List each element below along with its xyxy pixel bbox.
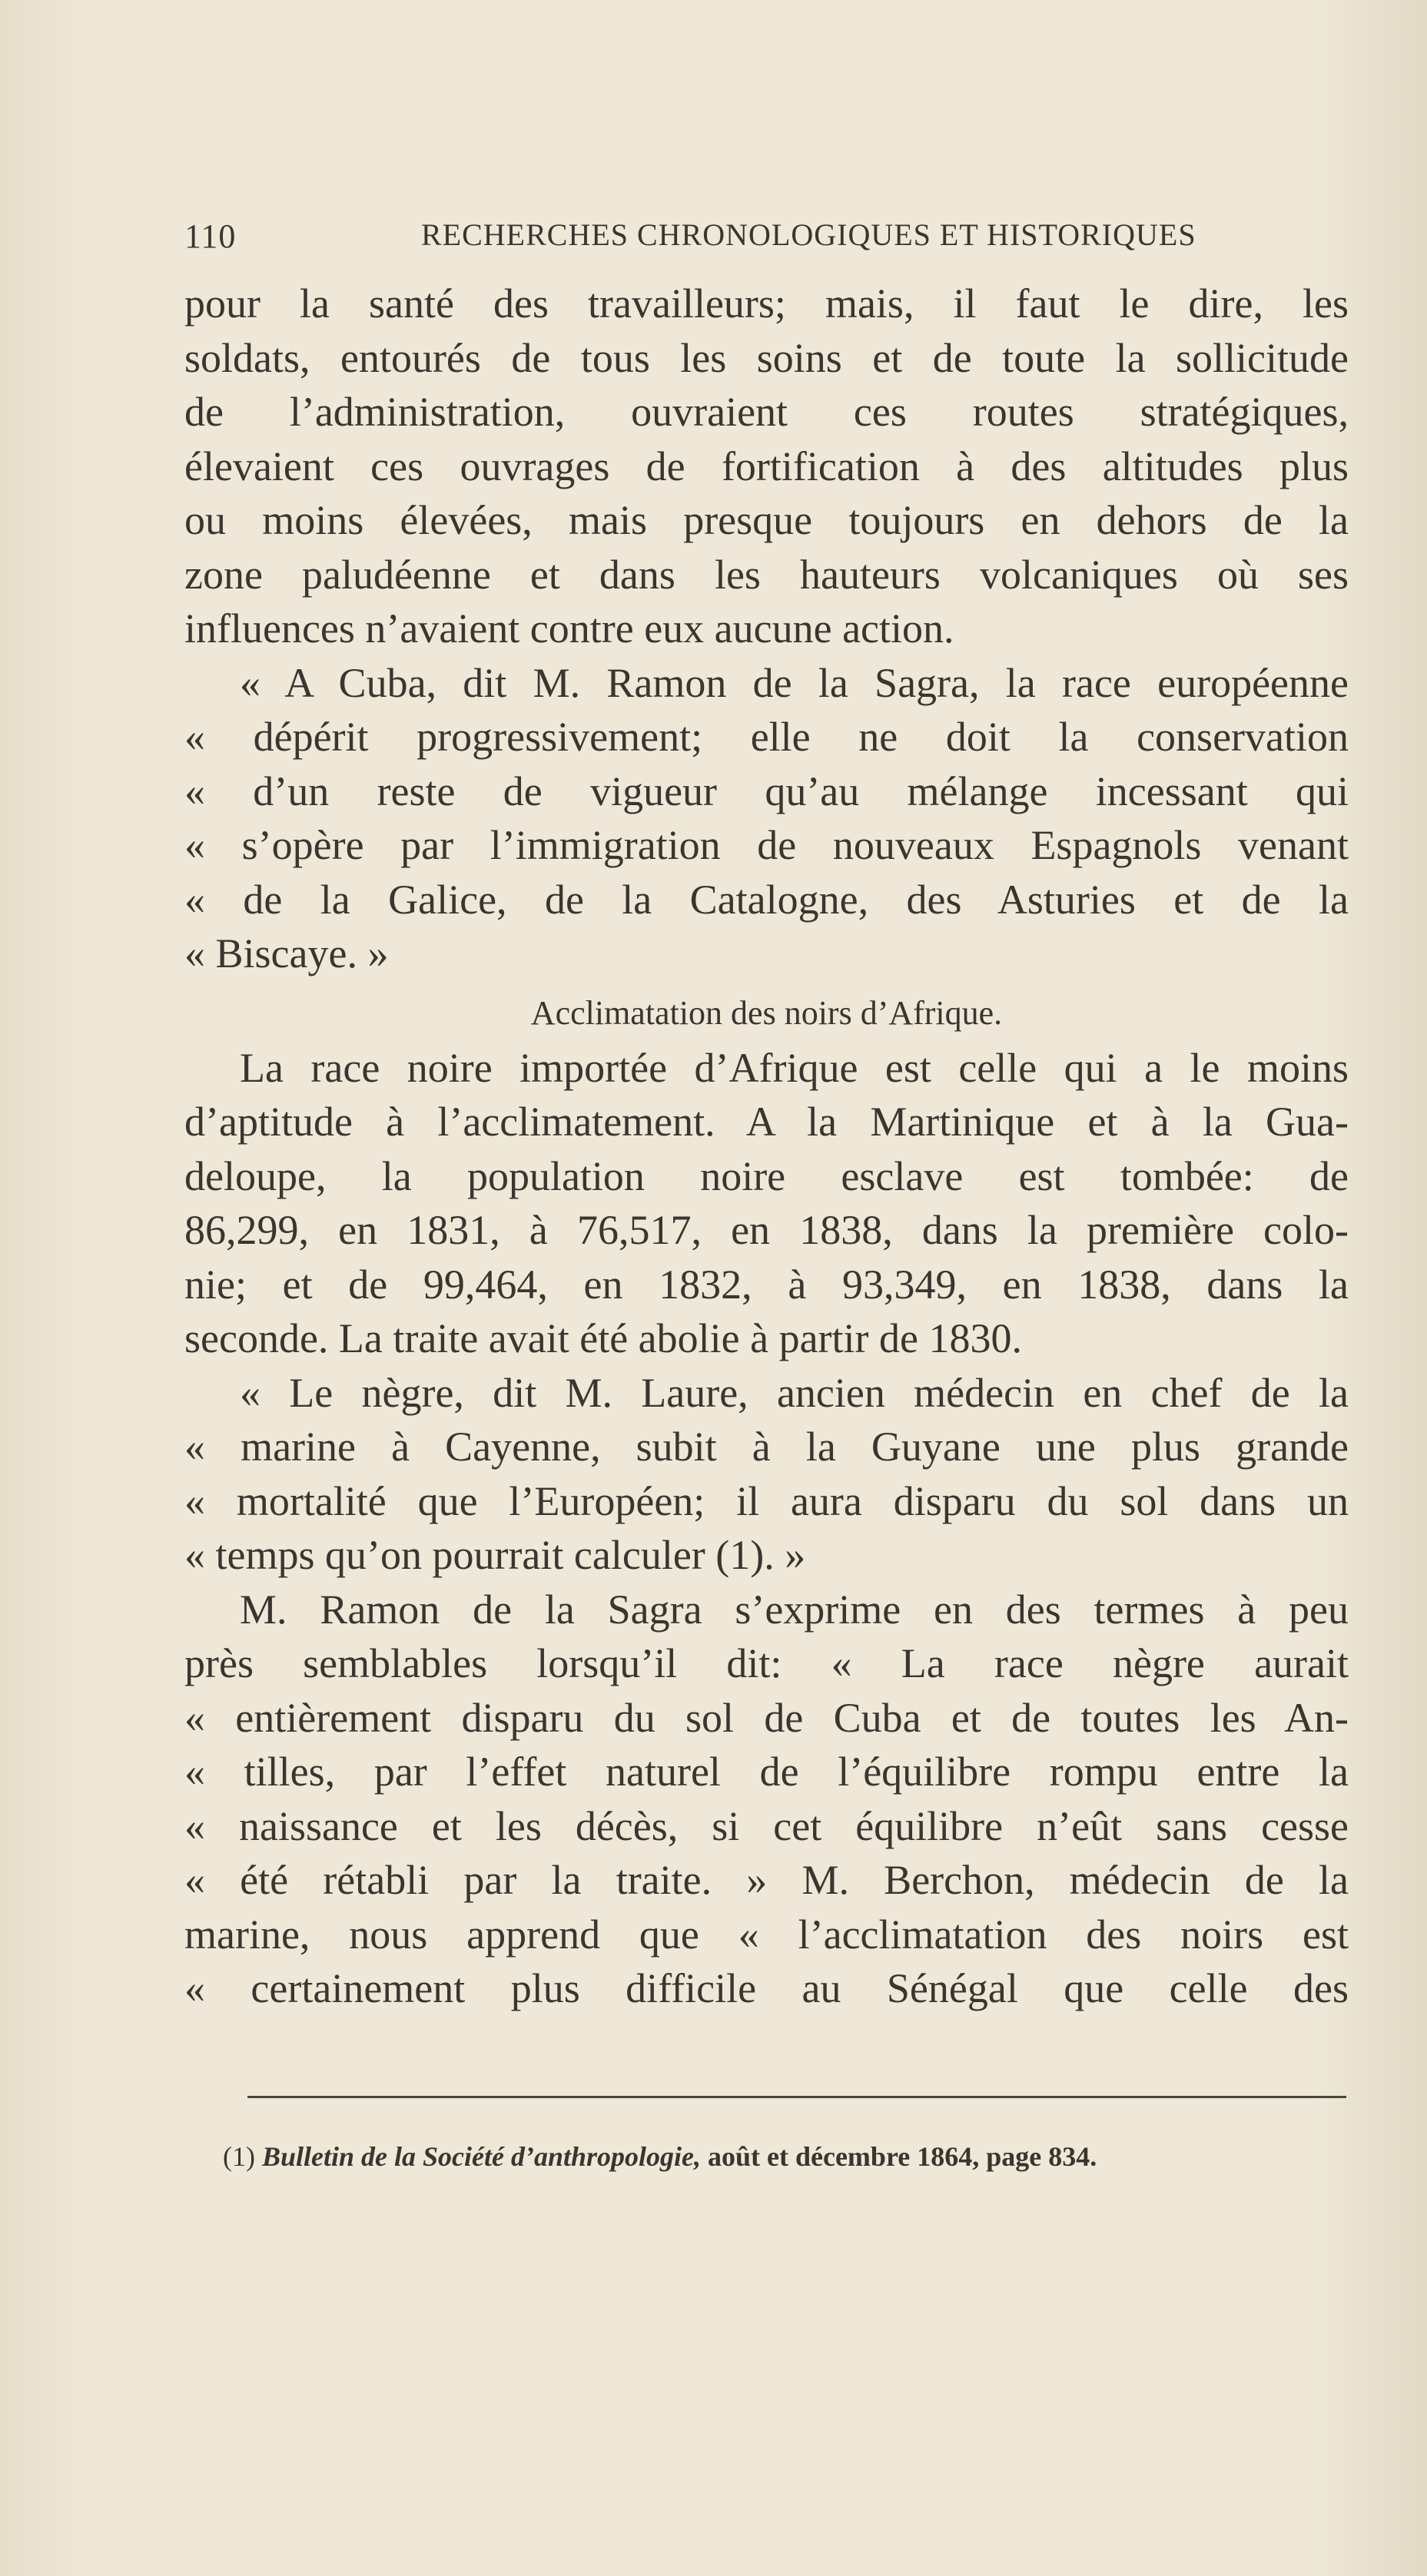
text-line: « tilles, par l’effet naturel de l’équilibre rompu entre la [184,1749,1349,1795]
text-line: « d’un reste de vigueur qu’au mélange incessant qui [184,767,1349,814]
footnote-source-title: Bulletin de la Société d’anthropologie, [261,2141,701,2172]
text-line: « Le nègre, dit M. Laure, ancien médecin en chef de la [240,1369,1349,1416]
text-line: La race noire importée d’Afrique est celle qui a le moins [240,1044,1349,1091]
footnote-source-details: août et décembre 1864, page 834. [708,2141,1097,2172]
text-line: « mortalité que l’Européen; il aura disparu du sol dans un [184,1477,1349,1524]
text-line: pour la santé des travailleurs; mais, il faut le dire, les [184,280,1349,327]
footnote-divider [247,2096,1346,2098]
text-line: influences n’avaient contre eux aucune action. [184,605,954,651]
page-number: 110 [184,217,237,255]
text-line: deloupe, la population noire esclave est tombée: de [184,1152,1349,1199]
text-line: « naissance et les décès, si cet équilibre n’eût sans cesse [184,1802,1349,1849]
text-line: seconde. La traite avait été abolie à partir de 1830. [184,1315,1022,1361]
text-line: « été rétabli par la traite. » M. Berchon, médecin de la [184,1857,1349,1903]
text-line: « de la Galice, de la Catalogne, des Asturies et de la [184,876,1349,923]
footnote [223,2140,1352,2173]
text-line: soldats, entourés de tous les soins et de toute la sollicitude [184,334,1349,381]
text-line: ou moins élevées, mais presque toujours en dehors de la [184,497,1349,543]
text-line: 86,299, en 1831, à 76,517, en 1838, dans la première colo- [184,1207,1349,1253]
text-line: « s’opère par l’immigration de nouveaux Espagnols venant [184,822,1349,868]
text-line: « entièrement disparu du sol de Cuba et de toutes les An- [184,1694,1349,1741]
footnote-marker: (1) [223,2141,255,2172]
text-line: d’aptitude à l’acclimatement. A la Martinique et à la Gua- [184,1099,1349,1145]
text-line: élevaient ces ouvrages de fortification à des altitudes plus [184,443,1349,489]
text-line: nie; et de 99,464, en 1832, à 93,349, en 1838, dans la [184,1261,1349,1308]
text-line: « A Cuba, dit M. Ramon de la Sagra, la race européenne [240,659,1349,706]
text-line: « Biscaye. » [184,930,389,976]
text-line: « temps qu’on pourrait calculer (1). » [184,1532,806,1578]
running-head: RECHERCHES CHRONOLOGIQUES ET HISTORIQUES [421,217,1196,252]
body-text [184,277,1349,2016]
text-line: marine, nous apprend que « l’acclimatation des noirs est [184,1911,1349,1958]
text-line: « marine à Cayenne, subit à la Guyane une plus grande [184,1424,1349,1470]
page-header [184,217,1352,263]
text-line: près semblables lorsqu’il dit: « La race nègre aurait [184,1640,1349,1686]
text-line: « certainement plus difficile au Sénégal que celle des [184,1965,1349,2011]
text-line: « dépérit progressivement; elle ne doit la conservation [184,714,1349,760]
section-heading: Acclimatation des noirs d’Afrique. [530,993,1003,1032]
text-line: M. Ramon de la Sagra s’exprime en des termes à peu [240,1586,1349,1633]
text-line: de l’administration, ouvraient ces routes stratégiques, [184,389,1349,435]
text-line: zone paludéenne et dans les hauteurs volcaniques où ses [184,551,1349,598]
